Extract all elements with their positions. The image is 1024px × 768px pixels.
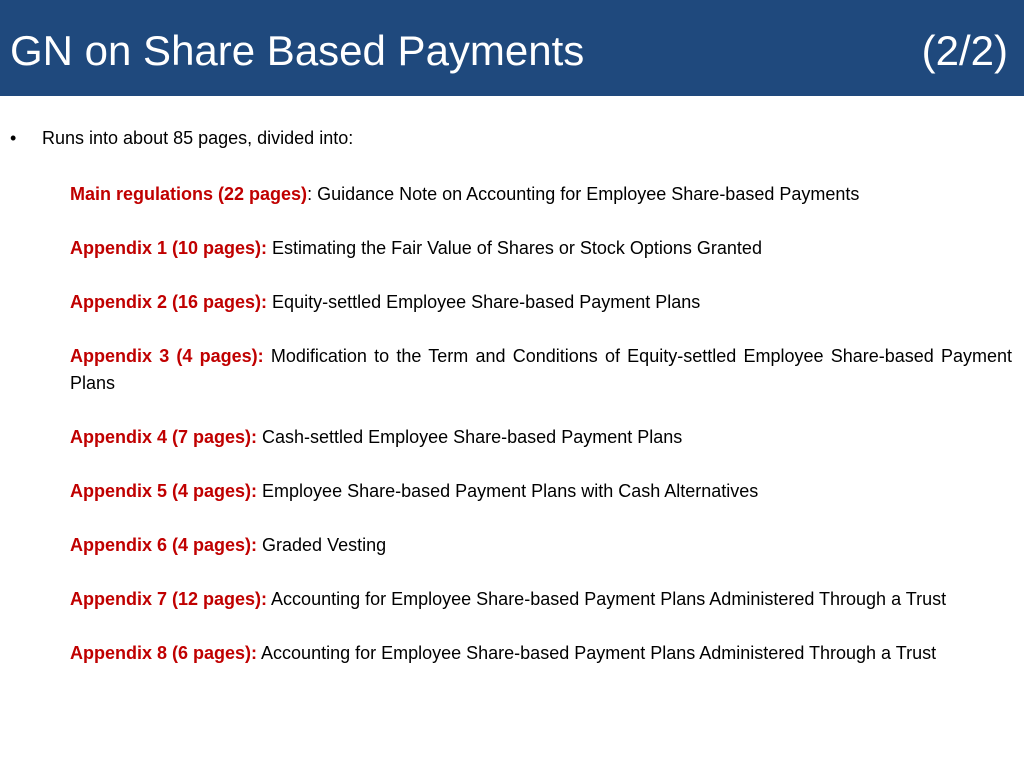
item-description: Employee Share-based Payment Plans with Cash Alternatives [257, 481, 759, 501]
item-label: Appendix 5 (4 pages): [70, 481, 258, 501]
item-label: Appendix 2 (16 pages): [70, 292, 268, 312]
bullet-item [10, 127, 353, 149]
list-item-appendix-1 [70, 235, 1012, 262]
item-label: Appendix 1 (10 pages): [70, 238, 268, 258]
item-label: Appendix 4 (7 pages): [70, 427, 258, 447]
item-description: Accounting for Employee Share-based Payment Plans Administered Through a Trust [257, 643, 937, 663]
list-item-appendix-6 [70, 532, 1012, 559]
bullet-text: Runs into about 85 pages, divided into: [42, 128, 354, 148]
slide-page-indicator: (2/2) [921, 27, 1008, 74]
bullet-icon: • [10, 128, 17, 148]
list-item-main-regulations [70, 181, 1012, 208]
item-label: Appendix 3 (4 pages): [70, 346, 264, 366]
item-label: Appendix 8 (6 pages): [70, 643, 258, 663]
list-item-appendix-4 [70, 424, 1012, 451]
list-item-appendix-2 [70, 289, 1012, 316]
item-description: Accounting for Employee Share-based Payment Plans Administered Through a Trust [267, 589, 947, 609]
item-description: Estimating the Fair Value of Shares or Stock Options Granted [267, 238, 762, 258]
list-item-appendix-8 [70, 640, 1012, 667]
title-bar [0, 0, 1024, 96]
item-description: : Guidance Note on Accounting for Employee Share-based Payments [307, 184, 860, 204]
item-description: Equity-settled Employee Share-based Payment Plans [267, 292, 701, 312]
list-item-appendix-7 [70, 586, 1012, 613]
appendix-list [70, 181, 1012, 694]
item-description: Cash-settled Employee Share-based Payment Plans [257, 427, 683, 447]
item-description: Graded Vesting [257, 535, 387, 555]
item-label: Appendix 7 (12 pages): [70, 589, 268, 609]
item-label: Appendix 6 (4 pages): [70, 535, 258, 555]
item-description: Modification to the Term and Conditions of Equity-settled Employee Share-based Payment Plans [70, 346, 1013, 393]
list-item-appendix-3 [70, 343, 1012, 397]
list-item-appendix-5 [70, 478, 1012, 505]
slide-title: GN on Share Based Payments [10, 27, 585, 74]
item-label: Main regulations (22 pages) [70, 184, 308, 204]
